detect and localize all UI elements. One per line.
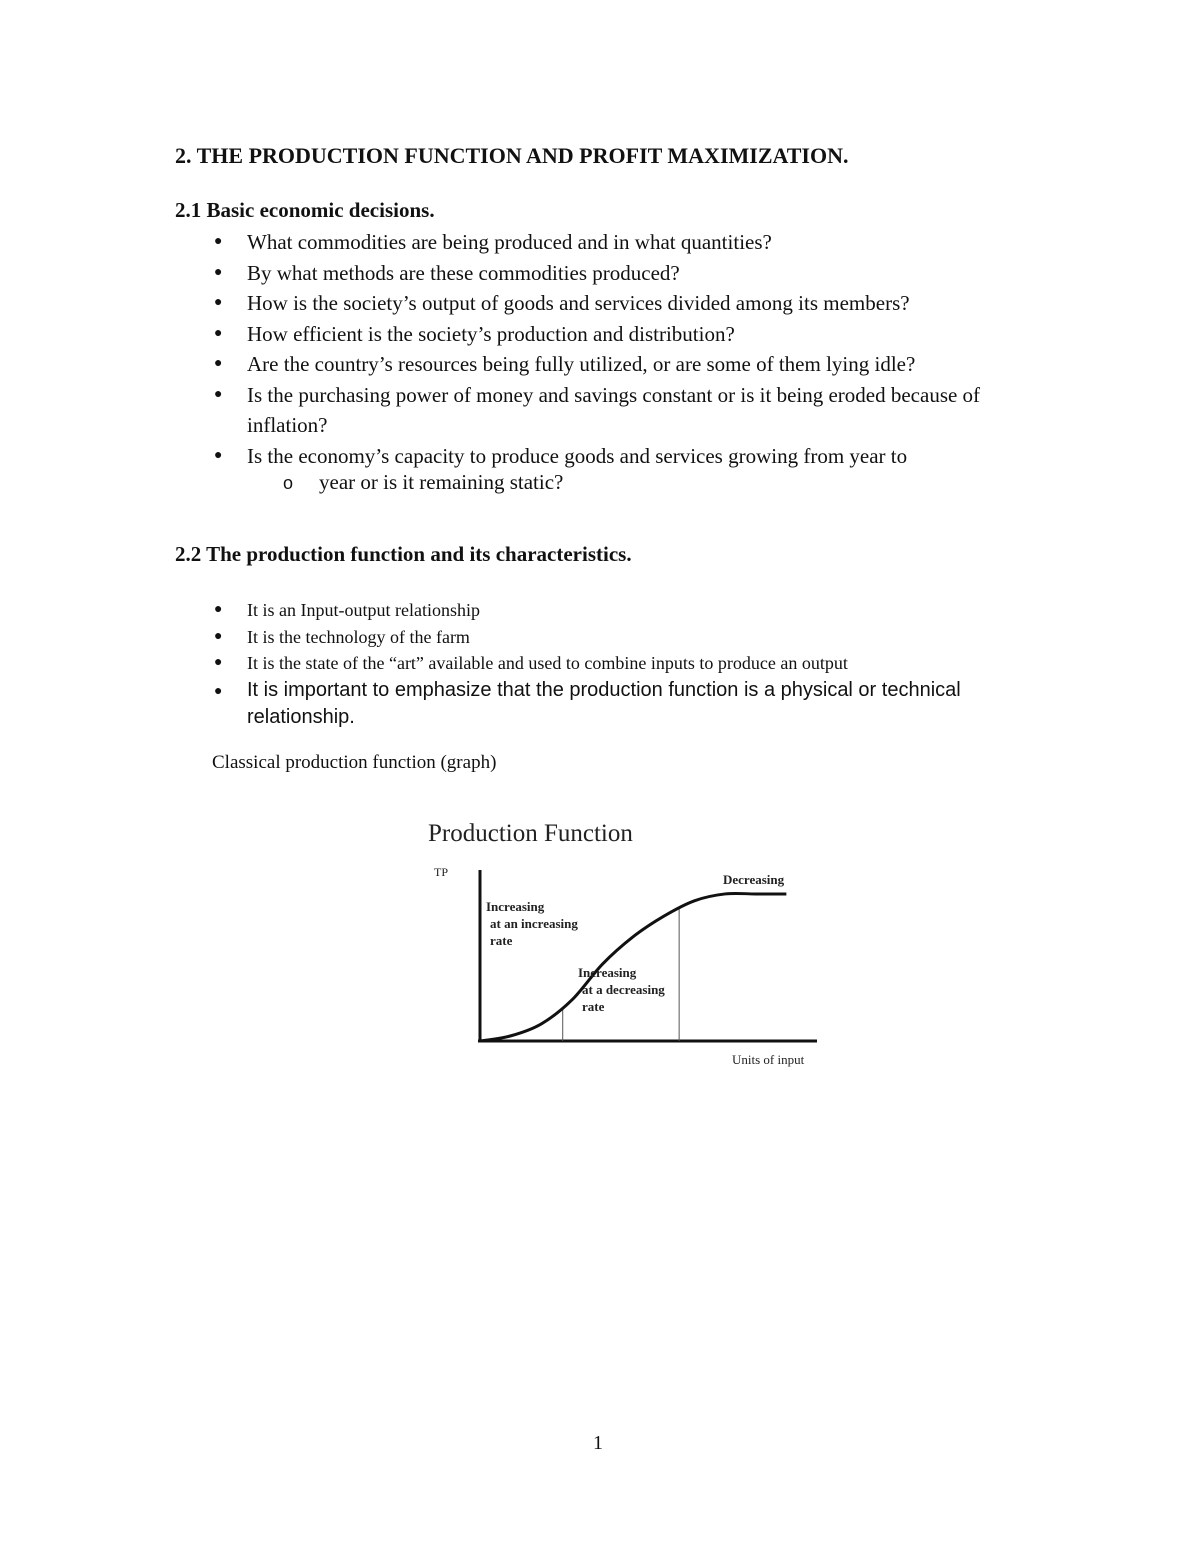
bullet-icon: ● — [214, 655, 223, 670]
list-item: ● It is important to emphasize that the production function is a physical or technical relationship. — [214, 678, 961, 728]
annotation-decreasing: Decreasing — [723, 872, 785, 887]
y-axis-label: TP — [434, 865, 449, 879]
bullet-icon: ● — [214, 325, 223, 341]
list-item: ● How efficient is the society’s production and distribution? — [175, 319, 1055, 350]
bullet-icon: ● — [214, 447, 223, 463]
list-item: ● By what methods are these commodities produced? — [175, 258, 1055, 289]
sub-list-item: o year or is it remaining static? — [283, 470, 564, 494]
annotation-increasing-increasing: Increasing at an increasing rate — [486, 899, 578, 948]
bullet-icon: ● — [214, 386, 223, 402]
bullet-icon: ● — [214, 602, 223, 617]
list-item: ● How is the society’s output of goods and services divided among its members? — [175, 288, 1055, 319]
bullet-icon: ● — [214, 681, 223, 698]
chart-title: Production Function — [428, 820, 633, 847]
characteristics-list — [175, 597, 1055, 731]
list-item: ● What commodities are being produced and in what quantities? — [175, 227, 1055, 258]
list-item: ● Is the purchasing power of money and savings constant or is it being eroded because of inflation? — [175, 380, 1055, 441]
bullet-icon: ● — [214, 295, 223, 310]
bullet-icon: ● — [214, 356, 223, 371]
section-2-title: 2.2 The production function and its characteristics. — [175, 542, 632, 566]
page-heading: 2. THE PRODUCTION FUNCTION AND PROFIT MAXIMIZATION. — [175, 143, 849, 168]
list-item: ● It is the technology of the farm — [175, 624, 1055, 651]
circle-bullet-icon: o — [283, 473, 294, 493]
list-item: ● It is the state of the “art” available and used to combine inputs to produce an output — [175, 650, 1055, 677]
bullet-icon: ● — [214, 264, 223, 280]
bullet-icon: ● — [214, 628, 223, 644]
bullet-icon: ● — [214, 234, 223, 249]
decisions-list — [175, 227, 1055, 471]
graph-caption: Classical production function (graph) — [212, 752, 497, 773]
list-item: ● Are the country’s resources being fully utilized, or are some of them lying idle? — [175, 349, 1055, 380]
section-1-title: 2.1 Basic economic decisions. — [175, 198, 435, 222]
annotation-increasing-decreasing: Increasing at a decreasing rate — [578, 965, 665, 1014]
production-function-chart — [420, 808, 840, 1078]
list-item: ● It is an Input-output relationship — [175, 597, 1055, 624]
page-number: 1 — [593, 1432, 603, 1454]
x-axis-label: Units of input — [732, 1052, 805, 1067]
list-item: ● Is the economy’s capacity to produce goods and services growing from year to — [175, 441, 1055, 472]
